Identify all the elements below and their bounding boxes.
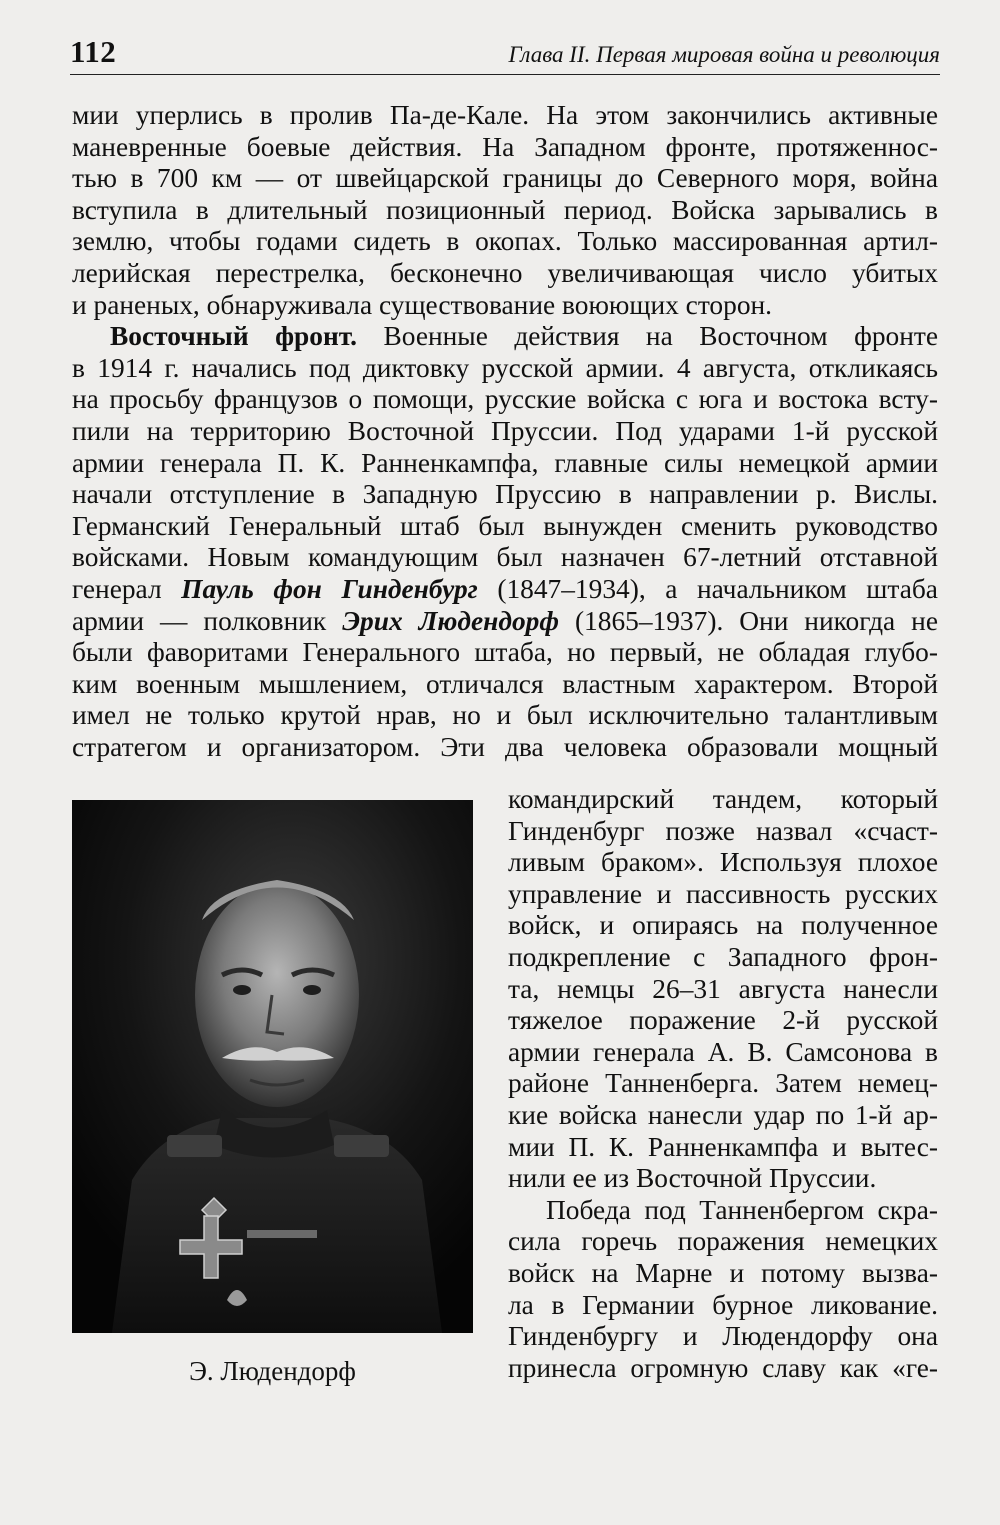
text-line: Гинденбург позже назвал «счаст- bbox=[508, 815, 938, 846]
text-line: маневренные боевые действия. На Западном фронте, протяженнос- bbox=[72, 131, 938, 162]
text-run: Военные действия на Восточном фронте bbox=[383, 321, 938, 352]
text-line: армии генерала П. К. Ранненкампфа, главные силы немецкой армии bbox=[72, 447, 938, 478]
text-line bbox=[72, 321, 938, 353]
text-run: генерал bbox=[72, 573, 162, 604]
text-line: имел не только крутой нрав, но и был исключительно талантливым bbox=[72, 700, 938, 731]
person-name-ludendorff: Эрих Людендорф bbox=[342, 605, 559, 636]
text-run: (1847–1934), а начальником штаба bbox=[497, 573, 938, 604]
text-line: мии уперлись в пролив Па-де-Кале. На этом закончились активные bbox=[72, 100, 938, 130]
paragraph-3 bbox=[508, 1195, 938, 1385]
text-line: тью в 700 км — от швейцарской границы до Северного моря, война bbox=[72, 163, 938, 194]
body-text-right-column bbox=[508, 784, 938, 1384]
text-line: сила горечь поражения немецких bbox=[508, 1226, 938, 1257]
text-line: в 1914 г. начались под диктовку русской армии. 4 августа, откликаясь bbox=[72, 352, 938, 383]
paragraph-2 bbox=[72, 321, 938, 763]
text-line: Гинденбургу и Людендорфу она bbox=[508, 1321, 938, 1352]
figure-caption: Э. Людендорф bbox=[189, 1356, 356, 1386]
text-line: вступила в длительный позиционный период. Войска зарывались в bbox=[72, 194, 938, 225]
page-header bbox=[70, 28, 940, 75]
text-line: на просьбу французов о помощи, русские войска с юга и востока всту- bbox=[72, 384, 938, 415]
text-line: нили ее из Восточной Пруссии. bbox=[508, 1163, 877, 1194]
text-line: управление и пассивность русских bbox=[508, 878, 938, 909]
text-line: армии генерала А. В. Самсонова в bbox=[508, 1036, 938, 1067]
body-text-full-width bbox=[72, 100, 938, 763]
text-line: та, немцы 26–31 августа нанесли bbox=[508, 973, 938, 1004]
text-line: ла в Германии бурное ликование. bbox=[508, 1289, 938, 1320]
text-line: лерийская перестрелка, бесконечно увеличивающая число убитых bbox=[72, 257, 938, 288]
text-line: и раненых, обнаруживала существование воюющих сторон. bbox=[72, 289, 773, 320]
text-line: районе Танненберга. Затем немец- bbox=[508, 1068, 938, 1099]
paragraph-2-continued bbox=[508, 784, 938, 1195]
portrait-photo bbox=[72, 800, 473, 1333]
text-line: землю, чтобы годами сидеть в окопах. Только массированная артил- bbox=[72, 226, 938, 257]
text-line: войсками. Новым командующим был назначен 67-летний отставной bbox=[72, 542, 938, 573]
page-number: 112 bbox=[70, 34, 117, 69]
text-line: принесла огромную славу как «ге- bbox=[508, 1352, 938, 1383]
running-head: Глава II. Первая мировая война и революция bbox=[508, 42, 940, 67]
text-line: стратегом и организатором. Эти два человека образовали мощный bbox=[72, 731, 938, 762]
text-line bbox=[72, 574, 938, 606]
text-line: Победа под Танненбергом скра- bbox=[546, 1194, 938, 1225]
text-run: армии — полковник bbox=[72, 605, 327, 636]
text-line: ким военным мышлением, отличался властным характером. Второй bbox=[72, 668, 938, 699]
paragraph-1 bbox=[72, 100, 938, 321]
text-line: начали отступление в Западную Пруссию в направлении р. Вислы. bbox=[72, 479, 938, 510]
text-line: ливым браком». Используя плохое bbox=[508, 847, 938, 878]
text-line: тяжелое поражение 2-й русской bbox=[508, 1005, 938, 1036]
text-line: подкрепление с Западного фрон- bbox=[508, 941, 938, 972]
text-run: (1865–1937). Они никогда не bbox=[574, 605, 938, 636]
text-line: мии П. К. Ранненкампфа и вытес- bbox=[508, 1131, 938, 1162]
text-line bbox=[72, 606, 938, 638]
text-line: войск, и опираясь на полученное bbox=[508, 910, 938, 941]
text-line: командирский тандем, который bbox=[508, 784, 938, 814]
text-line: кие войска нанесли удар по 1-й ар- bbox=[508, 1099, 938, 1130]
portrait-illustration bbox=[72, 800, 473, 1333]
person-name-hindenburg: Пауль фон Гинденбург bbox=[181, 573, 478, 604]
text-line: были фаворитами Генерального штаба, но первый, не обладая глубо- bbox=[72, 637, 938, 668]
text-line: Германский Генеральный штаб был вынужден сменить руководство bbox=[72, 510, 938, 541]
text-line: пили на территорию Восточной Пруссии. Под ударами 1-й русской bbox=[72, 415, 938, 446]
text-line: войск на Марне и потому вызва- bbox=[508, 1257, 938, 1288]
section-heading: Восточный фронт. bbox=[110, 321, 358, 352]
